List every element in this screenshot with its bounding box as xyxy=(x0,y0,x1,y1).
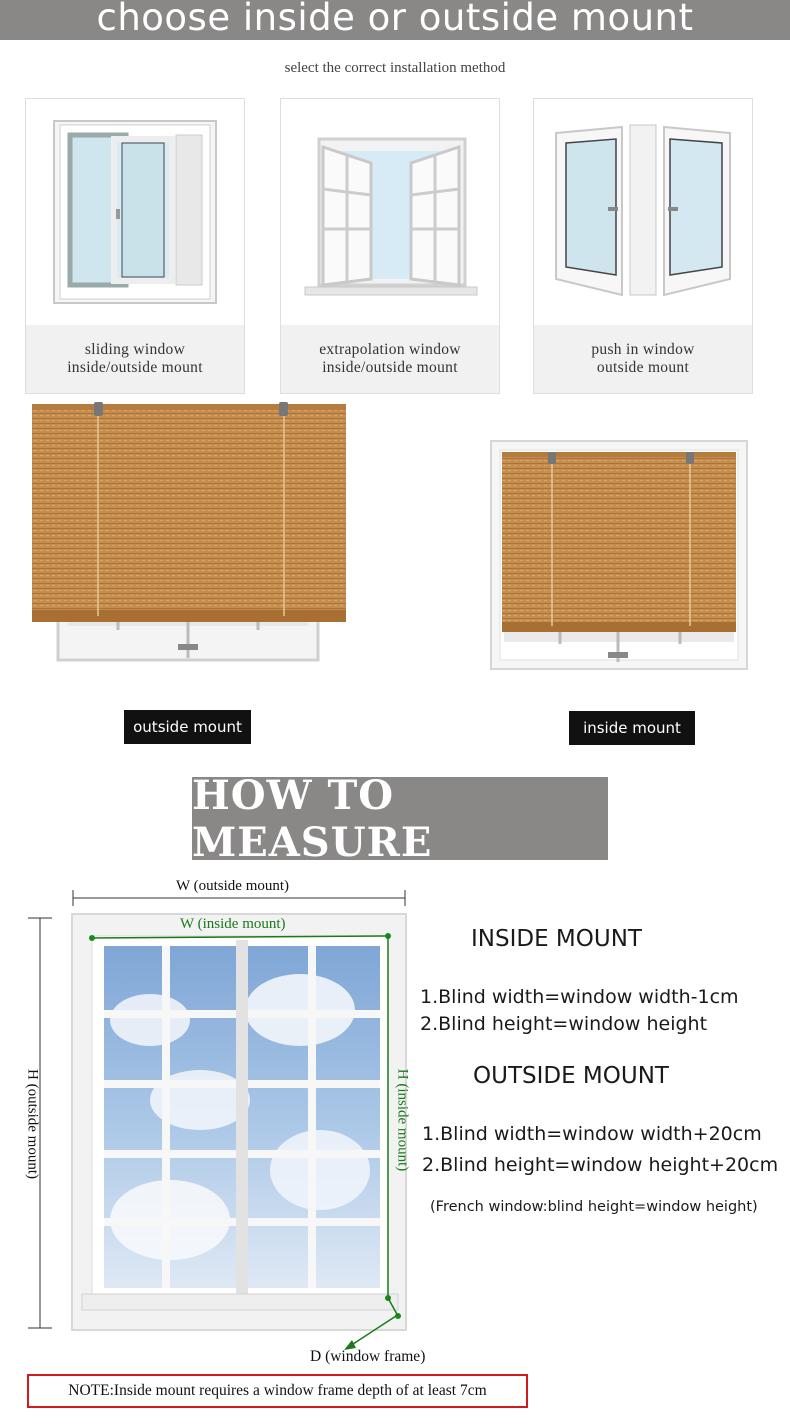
outside-mount-heading: OUTSIDE MOUNT xyxy=(473,1063,669,1089)
card-sliding-window xyxy=(25,98,245,394)
outside-rule-1: 1.Blind width=window width+20cm xyxy=(422,1123,762,1145)
extrapolation-window-image xyxy=(281,99,499,325)
w-inside-label: W (inside mount) xyxy=(180,916,286,932)
h-outside-label: H (outside mount) xyxy=(24,1069,41,1179)
outside-rule-2: 2.Blind height=window height+20cm xyxy=(422,1154,779,1176)
push-in-window-caption xyxy=(534,325,752,393)
banner-title: choose inside or outside mount xyxy=(96,0,694,39)
sliding-window-caption xyxy=(26,325,244,393)
card-extrapolation-window xyxy=(280,98,500,394)
inside-rule-2: 2.Blind height=window height xyxy=(420,1013,708,1035)
inside-rule-1: 1.Blind width=window width-1cm xyxy=(420,986,739,1008)
push-in-window-mount: outside mount xyxy=(596,359,690,376)
measurement-diagram xyxy=(0,870,426,1370)
inside-mount-tag: inside mount xyxy=(569,711,695,745)
top-banner xyxy=(0,0,790,40)
french-window-note: (French window:blind height=window height) xyxy=(430,1199,758,1215)
outside-mount-photo xyxy=(28,400,348,666)
frame-depth-note: NOTE:Inside mount requires a window frame depth of at least 7cm xyxy=(27,1374,528,1408)
inside-mount-heading: INSIDE MOUNT xyxy=(471,926,642,952)
outside-mount-tag: outside mount xyxy=(124,710,251,744)
extrapolation-window-caption xyxy=(281,325,499,393)
subtitle: select the correct installation method xyxy=(284,60,506,76)
extrapolation-window-mount: inside/outside mount xyxy=(322,359,458,376)
how-to-measure-title: HOW TO MEASURE xyxy=(192,777,608,860)
push-in-window-image xyxy=(534,99,752,325)
sliding-window-image xyxy=(26,99,244,325)
h-inside-label: H (inside mount) xyxy=(394,1068,411,1172)
sliding-window-name: sliding window xyxy=(84,341,186,358)
depth-label: D (window frame) xyxy=(310,1348,426,1365)
push-in-window-name: push in window xyxy=(591,341,695,358)
card-push-in-window xyxy=(533,98,753,394)
extrapolation-window-name: extrapolation window xyxy=(319,341,461,358)
w-outside-label: W (outside mount) xyxy=(176,878,290,894)
sliding-window-mount: inside/outside mount xyxy=(67,359,203,376)
inside-mount-photo xyxy=(490,440,748,670)
